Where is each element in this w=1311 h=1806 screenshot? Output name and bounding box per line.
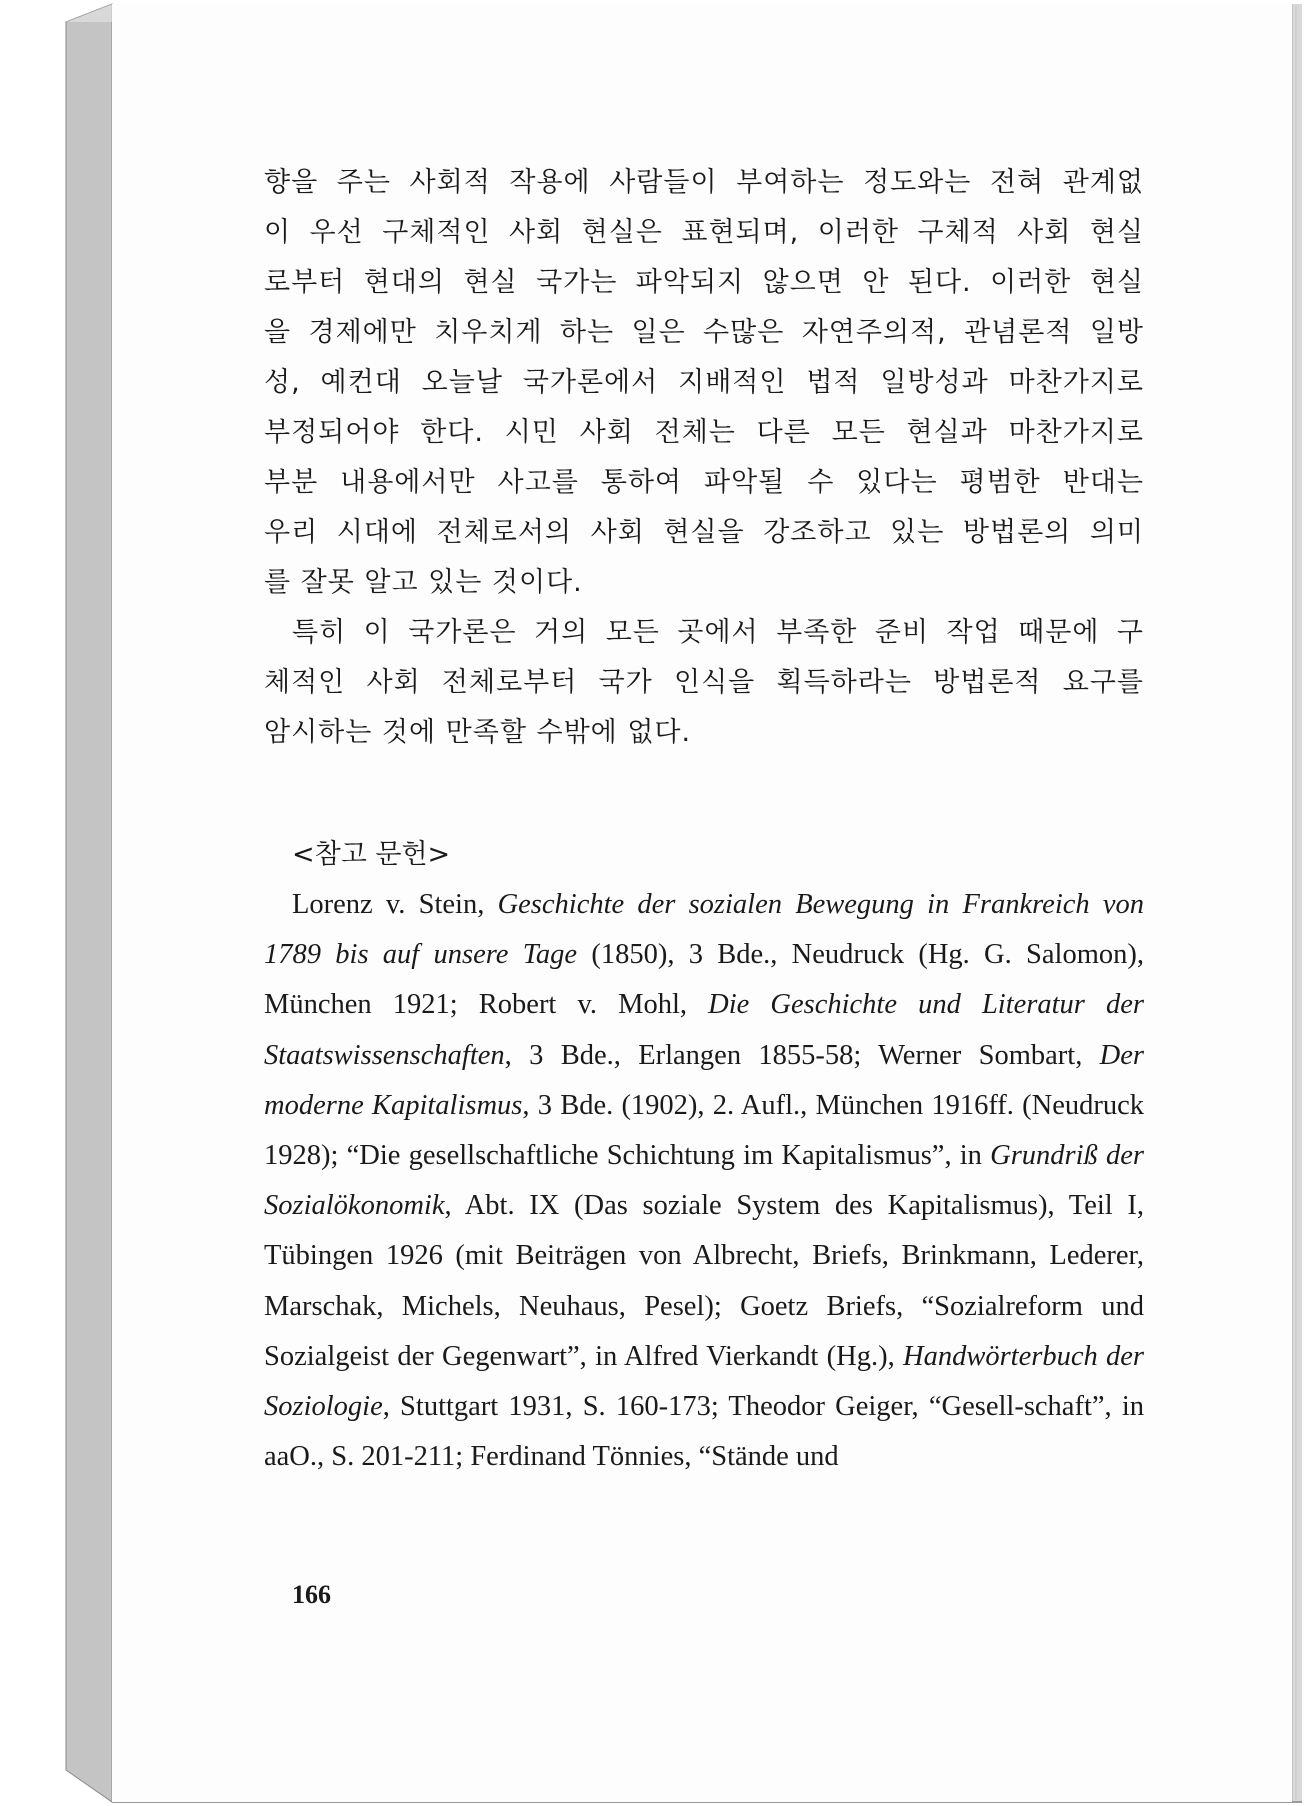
text-line: 향을 주는 사회적 작용에 사람들이 부여하는 정도와는 전혀 관계없 [264, 167, 1144, 198]
reference-text: (1850), 3 Bde., Neudruck (Hg. G. Salomon), München 1921; Robert v. Mohl, [264, 939, 1144, 1021]
reference-text: , 3 Bde., Erlangen 1855-58; Werner Sombart, [504, 1039, 1100, 1071]
reference-title: Die Geschichte und Literatur der Staatswissenschaften [264, 989, 1144, 1071]
reference-text: , 3 Bde. (1902), 2. Aufl., München 1916ff. (Neudruck 1928); “Die gesellschaftliche Schichtung im Kapitalismus”, in [264, 1089, 1145, 1172]
page-content [264, 158, 1144, 1482]
book-spine [66, 4, 112, 1802]
reference-text: , Stuttgart 1931, S. 160-173; Theodor Geiger, “Gesell-schaft”, in aaO., S. 201-211; Ferdinand Tönnies, “Stände und [264, 1391, 1144, 1473]
reference-text: Lorenz v. Stein, [292, 889, 498, 920]
text-line: 부정되어야 한다. 시민 사회 전체는 다른 모든 현실과 마찬가지로 [264, 417, 1144, 448]
text-line: 암시하는 것에 만족할 수밖에 없다. [264, 717, 692, 748]
reference-title: Geschichte der sozialen Bewegung in Frankreich von 1789 bis auf unsere Tage [264, 889, 1145, 971]
text-line: 체적인 사회 전체로부터 국가 인식을 획득하라는 방법론적 요구를 [264, 667, 1144, 698]
reference-title: Grundriß der Sozialökonomik [264, 1140, 1144, 1222]
text-line: 성, 예컨대 오늘날 국가론에서 지배적인 법적 일방성과 마찬가지로 [264, 367, 1144, 398]
paragraph-2 [264, 608, 1144, 758]
text-line: 우리 시대에 전체로서의 사회 현실을 강조하고 있는 방법론의 의미 [264, 517, 1144, 548]
text-line: 로부터 현대의 현실 국가는 파악되지 않으면 안 된다. 이러한 현실 [264, 267, 1144, 298]
reference-text: , Abt. IX (Das soziale System des Kapitalismus), Teil I, Tübingen 1926 (mit Beiträgen von Albrecht, Briefs, Brinkmann, Lederer, Marschak, Michels, Neuhaus, Pesel); Goetz Briefs, “Sozialreform und Sozialgeist der Gegenwart”, in Alfred Vierkandt (Hg.), [264, 1190, 1144, 1372]
text-line: 부분 내용에서만 사고를 통하여 파악될 수 있다는 평범한 반대는 [264, 467, 1144, 498]
paragraph-1 [264, 158, 1144, 608]
korean-body [264, 158, 1144, 758]
reference-title: Handwörterbuch der Soziologie [264, 1340, 1144, 1423]
references-heading: <참고 문헌> [292, 839, 451, 870]
text-line: 이 우선 구체적인 사회 현실은 표현되며, 이러한 구체적 사회 현실 [264, 217, 1144, 248]
text-line: 을 경제에만 치우치게 하는 일은 수많은 자연주의적, 관념론적 일방 [264, 317, 1144, 348]
reference-title: Der moderne Kapitalismus [264, 1039, 1144, 1121]
references-text [264, 880, 1144, 1482]
page-number: 166 [292, 1580, 331, 1609]
text-line: 를 잘못 알고 있는 것이다. [264, 567, 583, 598]
text-line: 특히 이 국가론은 거의 모든 곳에서 부족한 준비 작업 때문에 구 [292, 617, 1144, 648]
